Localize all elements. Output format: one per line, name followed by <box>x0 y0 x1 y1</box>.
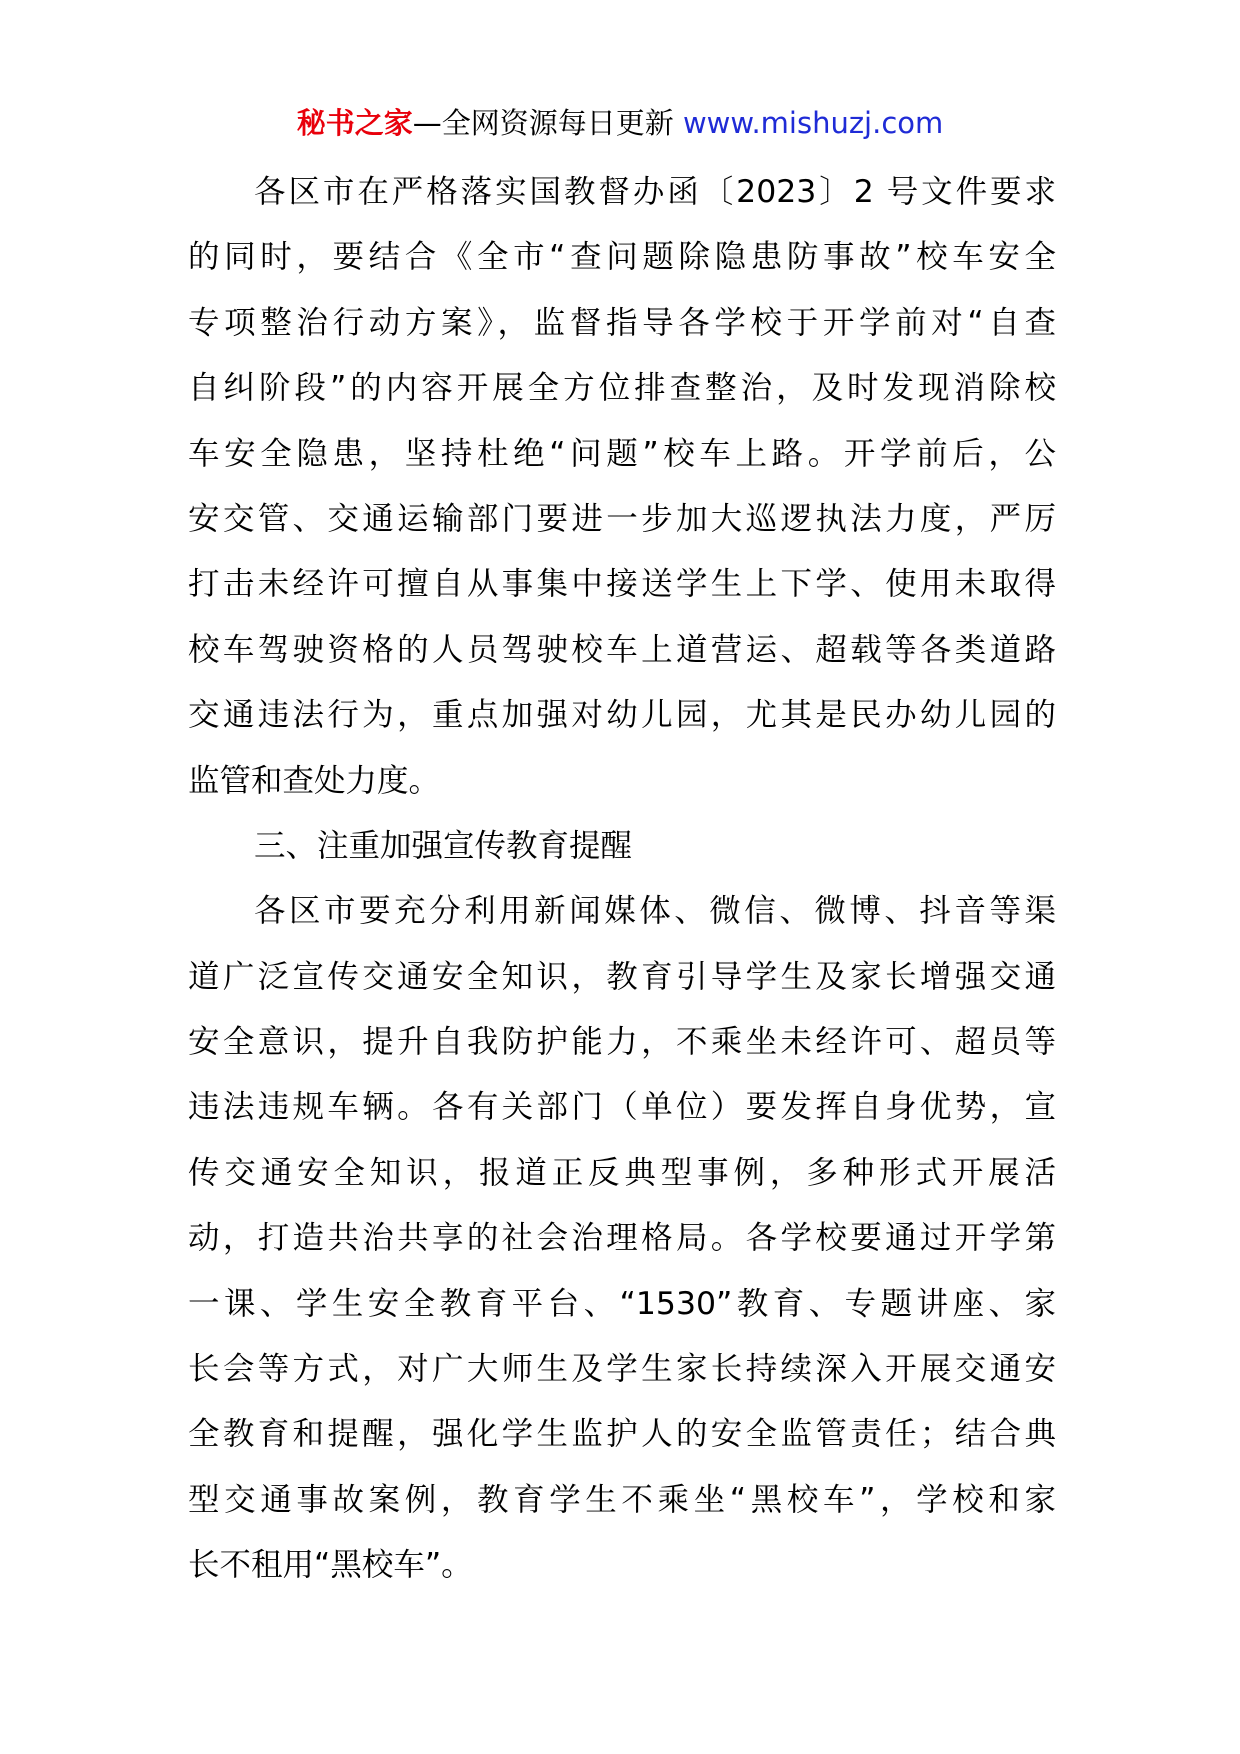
site-header <box>0 103 1240 143</box>
paragraph-2-line-4: 违法违规车辆。各有关部门（单位）要发挥自身优势，宣 <box>188 1089 1056 1126</box>
paragraph-1-line-2: 的同时，要结合《全市“查问题除隐患防事故”校车安全 <box>188 239 1056 276</box>
paragraph-2-line-1: 各区市要充分利用新闻媒体、微信、微博、抖音等渠 <box>254 893 1056 930</box>
paragraph-2-line-7: 一课、学生安全教育平台、“1530”教育、专题讲座、家 <box>188 1285 1056 1322</box>
paragraph-1-line-8: 校车驾驶资格的人员驾驶校车上道营运、超载等各类道路 <box>188 631 1056 668</box>
paragraph-2-line-10: 型交通事故案例，教育学生不乘坐“黑校车”，学校和家 <box>188 1481 1056 1518</box>
paragraph-1-line-5: 车安全隐患，坚持杜绝“问题”校车上路。开学前后，公 <box>188 435 1056 472</box>
paragraph-1-line-3: 专项整治行动方案》，监督指导各学校于开学前对“自查 <box>188 304 1056 341</box>
paragraph-1-line-6: 安交管、交通运输部门要进一步加大巡逻执法力度，严厉 <box>188 500 1056 537</box>
paragraph-2-line-2: 道广泛宣传交通安全知识，教育引导学生及家长增强交通 <box>188 958 1056 995</box>
document-body <box>188 160 1056 1599</box>
site-tagline: —全网资源每日更新 <box>412 106 674 140</box>
paragraph-2-line-6: 动，打造共治共享的社会治理格局。各学校要通过开学第 <box>188 1220 1056 1257</box>
paragraph-1-line-7: 打击未经许可擅自从事集中接送学生上下学、使用未取得 <box>188 566 1056 603</box>
paragraph-2-line-5: 传交通安全知识，报道正反典型事例，多种形式开展活 <box>188 1154 1056 1191</box>
site-url-link[interactable]: www.mishuzj.com <box>682 106 944 140</box>
paragraph-1-line-10: 监管和查处力度。 <box>188 762 441 799</box>
paragraph-2-line-9: 全教育和提醒，强化学生监护人的安全监管责任；结合典 <box>188 1416 1056 1453</box>
paragraph-2-line-3: 安全意识，提升自我防护能力，不乘坐未经许可、超员等 <box>188 1024 1056 1061</box>
paragraph-2-line-11: 长不租用“黑校车”。 <box>188 1547 473 1584</box>
paragraph-1-line-1: 各区市在严格落实国教督办函〔2023〕2 号文件要求 <box>254 174 1056 210</box>
paragraph-1-line-4: 自纠阶段”的内容开展全方位排查整治，及时发现消除校 <box>188 370 1056 407</box>
paragraph-1-line-9: 交通违法行为，重点加强对幼儿园，尤其是民办幼儿园的 <box>188 697 1056 734</box>
section-heading-3: 三、注重加强宣传教育提醒 <box>254 827 633 864</box>
site-brand: 秘书之家 <box>296 106 413 140</box>
paragraph-2-line-8: 长会等方式，对广大师生及学生家长持续深入开展交通安 <box>188 1351 1056 1388</box>
